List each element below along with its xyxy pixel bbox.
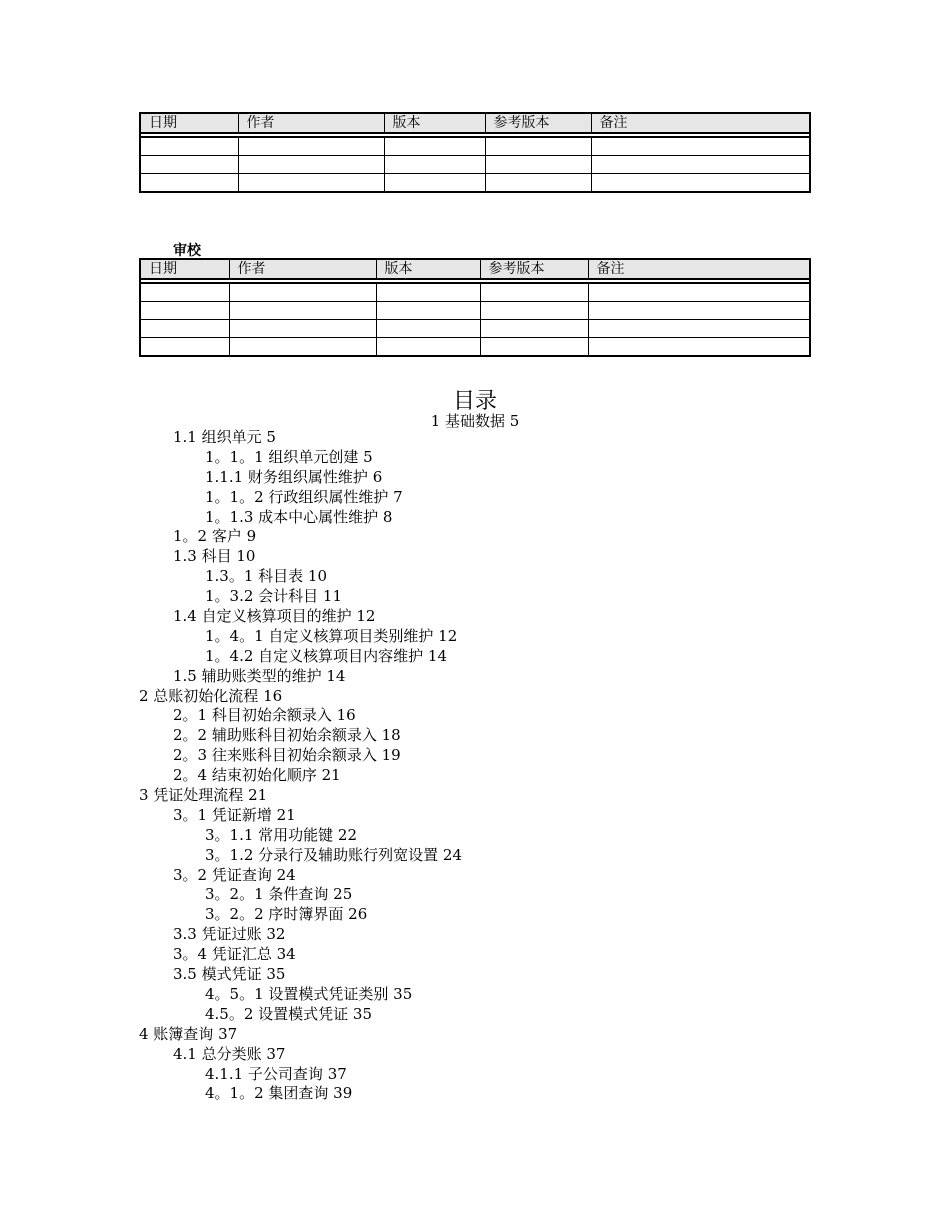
table-cell bbox=[480, 338, 588, 357]
toc-entry[interactable]: 3。2 凭证查询 24 bbox=[173, 865, 296, 884]
toc-entry[interactable]: 4 账簿查询 37 bbox=[139, 1024, 238, 1043]
review-table bbox=[139, 258, 811, 357]
revision-table-header bbox=[140, 113, 810, 133]
table-cell bbox=[485, 137, 591, 156]
toc-entry[interactable]: 2。2 辅助账科目初始余额录入 18 bbox=[173, 726, 401, 745]
toc-entry[interactable]: 3。2。2 序时簿界面 26 bbox=[205, 905, 368, 924]
toc-entry[interactable]: 1。1.3 成本中心属性维护 8 bbox=[205, 507, 393, 526]
table-cell bbox=[480, 302, 588, 320]
table-cell bbox=[229, 283, 376, 302]
table-cell bbox=[238, 137, 384, 156]
review-table-header bbox=[140, 259, 810, 279]
toc-entry[interactable]: 1.5 辅助账类型的维护 14 bbox=[173, 666, 346, 685]
table-row bbox=[140, 283, 810, 302]
table-cell bbox=[140, 320, 229, 338]
toc-entry[interactable]: 4.5。2 设置模式凭证 35 bbox=[205, 1004, 373, 1023]
column-header-date: 日期 bbox=[140, 113, 238, 133]
table-cell bbox=[588, 320, 810, 338]
toc-entry[interactable]: 3。2。1 条件查询 25 bbox=[205, 885, 353, 904]
toc-entry[interactable]: 2。1 科目初始余额录入 16 bbox=[173, 706, 356, 725]
table-cell bbox=[588, 338, 810, 357]
table-cell bbox=[140, 156, 238, 174]
toc-entry[interactable]: 3.3 凭证过账 32 bbox=[173, 925, 286, 944]
table-cell bbox=[588, 283, 810, 302]
column-header-author: 作者 bbox=[229, 259, 376, 279]
toc-entry[interactable]: 3。1 凭证新增 21 bbox=[173, 805, 296, 824]
toc-entry[interactable]: 1.4 自定义核算项目的维护 12 bbox=[173, 607, 376, 626]
table-cell bbox=[238, 156, 384, 174]
toc-entry[interactable]: 2。4 结束初始化顺序 21 bbox=[173, 766, 341, 785]
toc-entry[interactable]: 3。1.2 分录行及辅助账行列宽设置 24 bbox=[205, 845, 463, 864]
toc-entry[interactable]: 1。1。2 行政组织属性维护 7 bbox=[205, 487, 403, 506]
toc-entry[interactable]: 1。3.2 会计科目 11 bbox=[205, 587, 343, 606]
table-cell bbox=[376, 320, 480, 338]
toc-entry[interactable]: 4.1 总分类账 37 bbox=[173, 1044, 286, 1063]
table-cell bbox=[384, 137, 485, 156]
table-cell bbox=[140, 283, 229, 302]
table-cell bbox=[376, 302, 480, 320]
toc-entry[interactable]: 4。5。1 设置模式凭证类别 35 bbox=[205, 984, 413, 1003]
table-cell bbox=[485, 156, 591, 174]
table-cell bbox=[591, 156, 810, 174]
table-row bbox=[140, 174, 810, 193]
toc-entry[interactable]: 1.3。1 科目表 10 bbox=[205, 567, 328, 586]
review-section-label: 审校 bbox=[173, 243, 201, 259]
table-cell bbox=[591, 174, 810, 193]
table-cell bbox=[238, 174, 384, 193]
table-row bbox=[140, 302, 810, 320]
toc-entry[interactable]: 1.1 组织单元 5 bbox=[173, 428, 276, 446]
toc-entry[interactable]: 2 总账初始化流程 16 bbox=[139, 686, 283, 705]
table-cell bbox=[591, 137, 810, 156]
toc-entry[interactable]: 1。1。1 组织单元创建 5 bbox=[205, 447, 373, 466]
column-header-version: 版本 bbox=[384, 113, 485, 133]
column-header-reference-version: 参考版本 bbox=[480, 259, 588, 279]
toc-entry[interactable]: 4.1.1 子公司查询 37 bbox=[205, 1064, 347, 1083]
toc-entry[interactable]: 1。4.2 自定义核算项目内容维护 14 bbox=[205, 646, 448, 665]
toc-entry[interactable]: 3。1.1 常用功能键 22 bbox=[205, 825, 358, 844]
column-header-version: 版本 bbox=[376, 259, 480, 279]
table-row bbox=[140, 338, 810, 357]
revision-table bbox=[139, 112, 811, 193]
table-cell bbox=[140, 338, 229, 357]
table-cell bbox=[376, 283, 480, 302]
table-cell bbox=[229, 338, 376, 357]
table-row bbox=[140, 320, 810, 338]
toc-title: 目录 bbox=[452, 389, 497, 414]
column-header-notes: 备注 bbox=[591, 113, 810, 133]
toc-entry-first[interactable]: 1 基础数据 5 bbox=[430, 412, 520, 430]
toc-entry[interactable]: 1。2 客户 9 bbox=[173, 527, 257, 546]
table-cell bbox=[140, 302, 229, 320]
table-cell bbox=[384, 156, 485, 174]
toc-entry[interactable]: 3.5 模式凭证 35 bbox=[173, 965, 286, 984]
table-row bbox=[140, 156, 810, 174]
table-cell bbox=[229, 320, 376, 338]
table-cell bbox=[376, 338, 480, 357]
table-cell bbox=[588, 302, 810, 320]
toc-entry[interactable]: 3。4 凭证汇总 34 bbox=[173, 945, 296, 964]
column-header-author: 作者 bbox=[238, 113, 384, 133]
toc-entry[interactable]: 3 凭证处理流程 21 bbox=[139, 786, 268, 805]
table-cell bbox=[480, 320, 588, 338]
table-cell bbox=[480, 283, 588, 302]
column-header-notes: 备注 bbox=[588, 259, 810, 279]
toc-entry[interactable]: 1.1.1 财务组织属性维护 6 bbox=[205, 467, 383, 486]
table-cell bbox=[140, 174, 238, 193]
table-cell bbox=[140, 137, 238, 156]
table-cell bbox=[384, 174, 485, 193]
toc-entry[interactable]: 1.3 科目 10 bbox=[173, 547, 256, 566]
toc-entry[interactable]: 1。4。1 自定义核算项目类别维护 12 bbox=[205, 626, 458, 645]
toc-entry[interactable]: 4。1。2 集团查询 39 bbox=[205, 1084, 353, 1103]
table-cell bbox=[229, 302, 376, 320]
table-of-contents bbox=[0, 428, 950, 1104]
toc-entry[interactable]: 2。3 往来账科目初始余额录入 19 bbox=[173, 746, 401, 765]
column-header-date: 日期 bbox=[140, 259, 229, 279]
table-cell bbox=[485, 174, 591, 193]
column-header-reference-version: 参考版本 bbox=[485, 113, 591, 133]
table-row bbox=[140, 137, 810, 156]
